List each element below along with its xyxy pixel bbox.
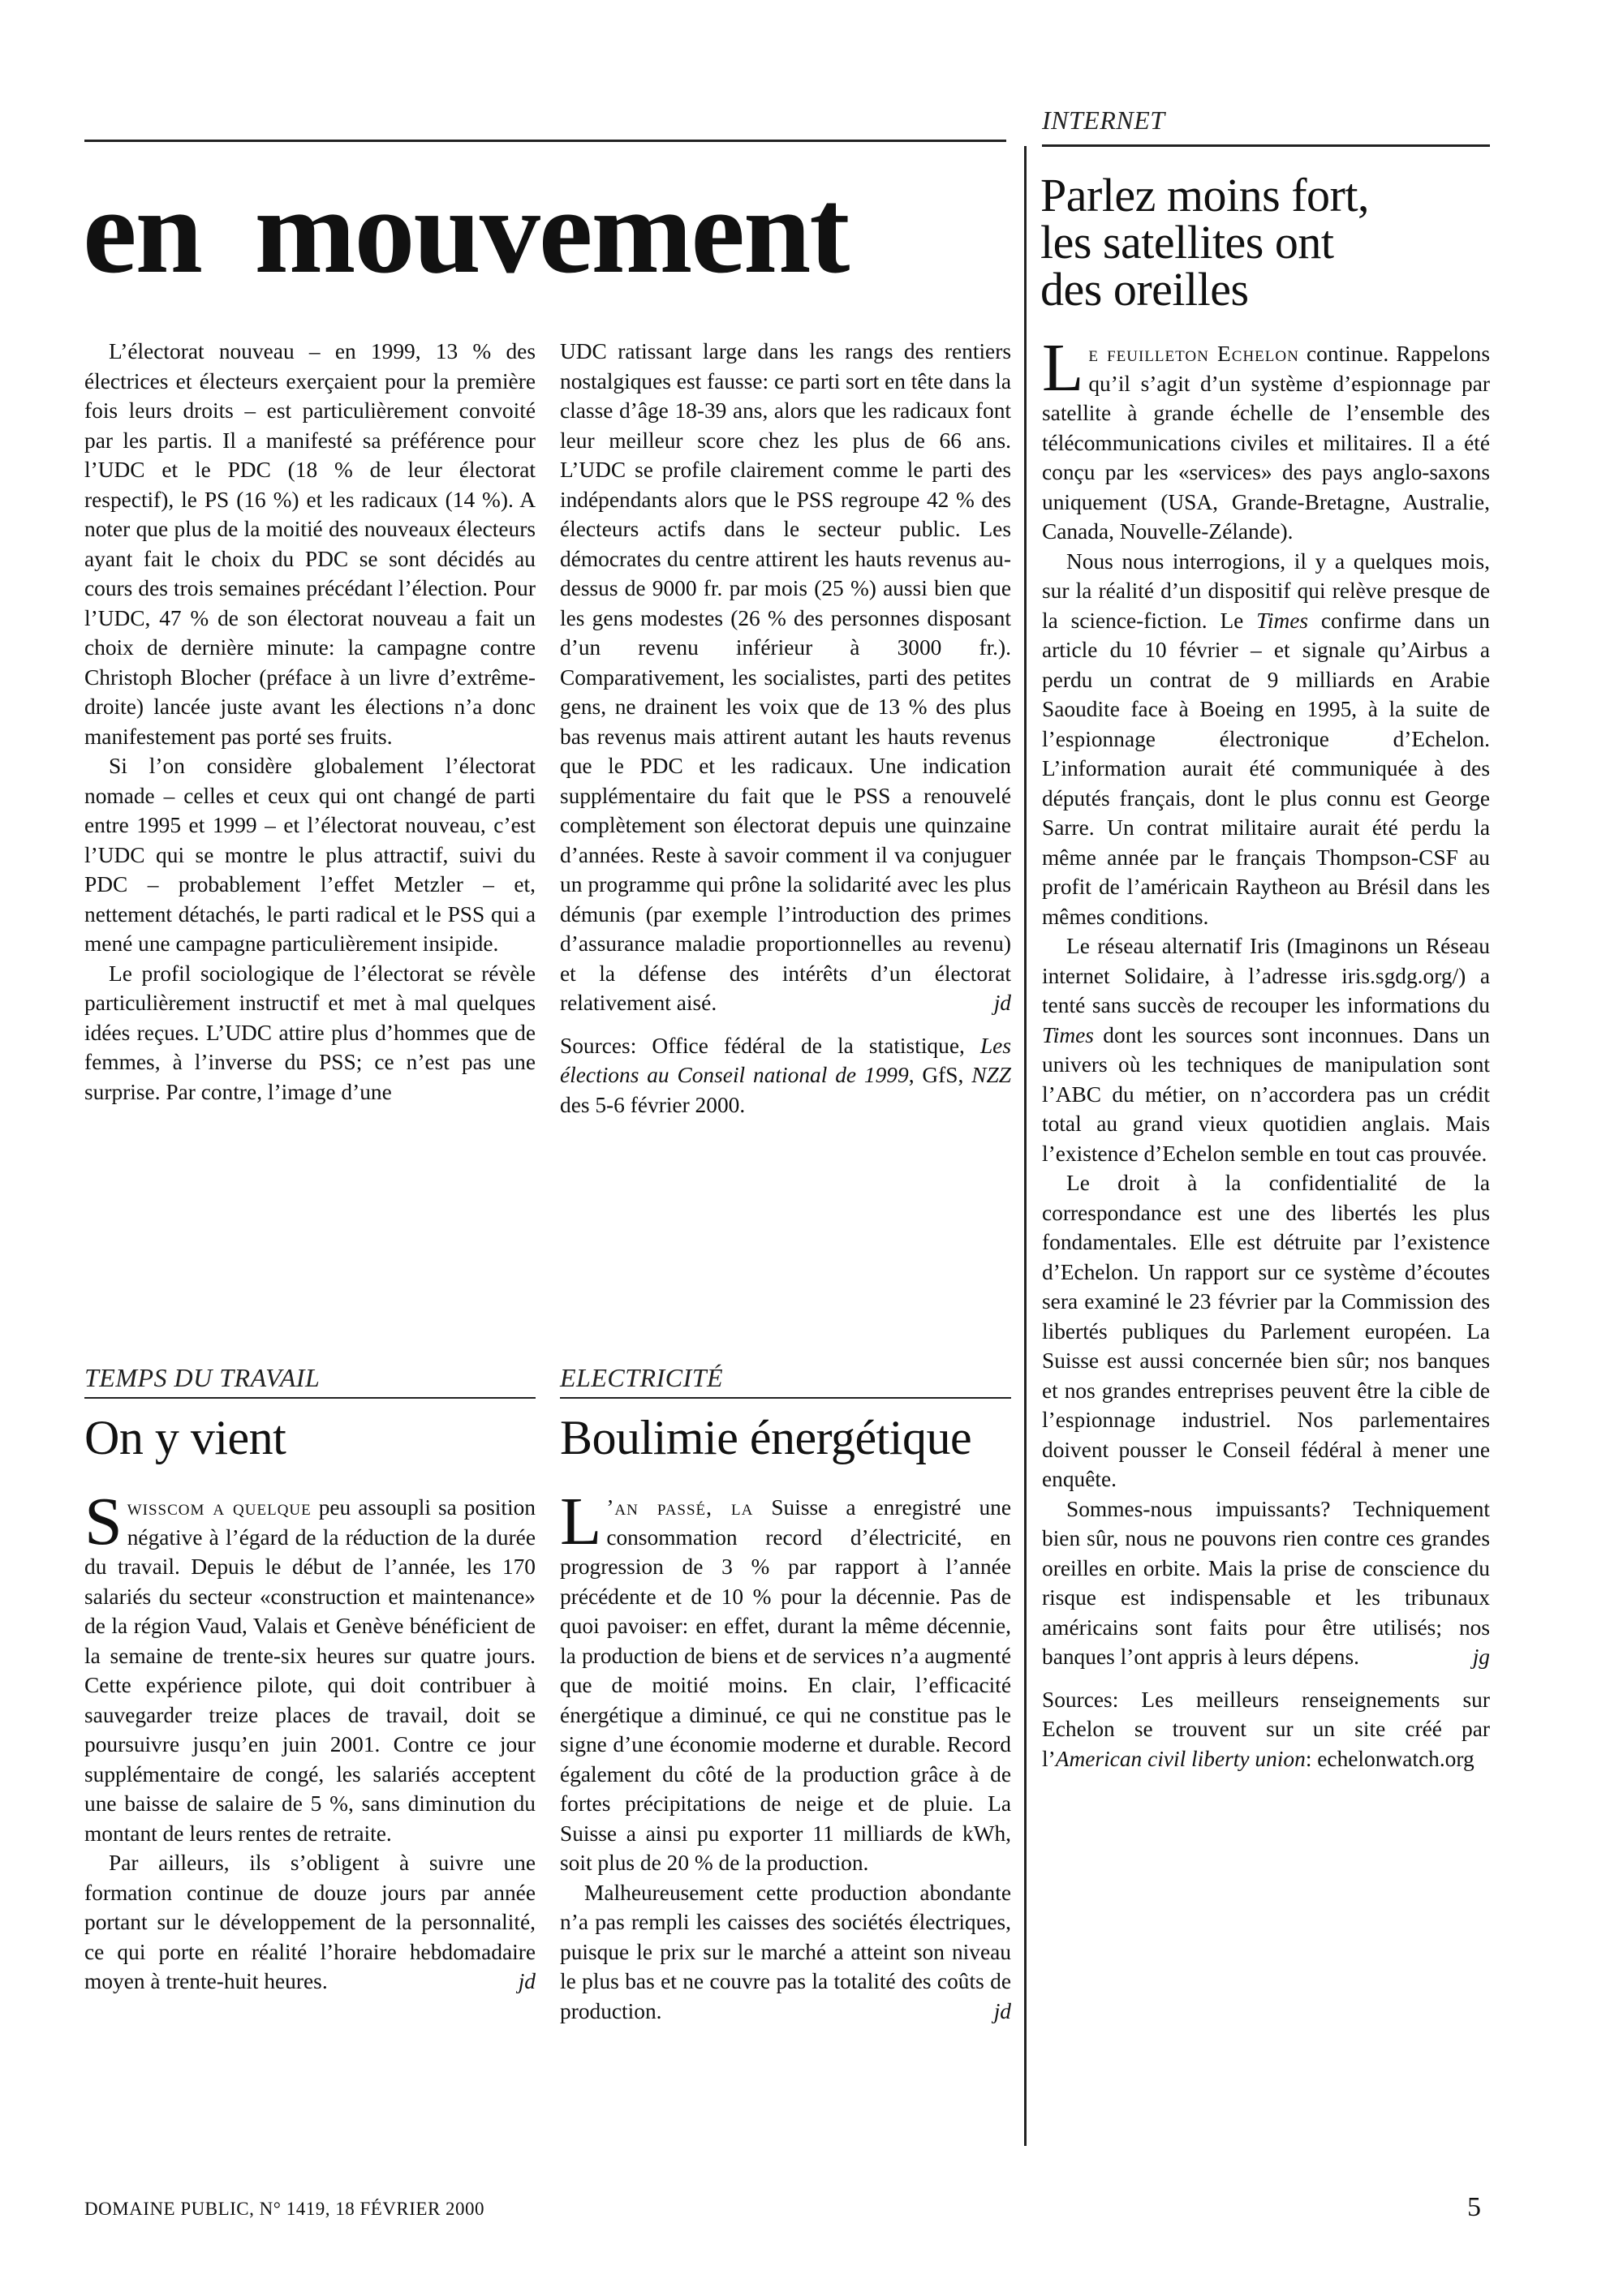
paragraph (1042, 547, 1490, 932)
top-rule (84, 140, 1006, 142)
sources-text: : echelonwatch.org (1305, 1746, 1474, 1771)
sources-text: des 5-6 février 2000. (560, 1092, 746, 1117)
paragraph (560, 1878, 1011, 2027)
title-line: Parlez moins fort, (1040, 169, 1369, 221)
lead-smallcaps: wisscom a quelque (127, 1495, 312, 1520)
paragraph: Le profil sociologique de l’électorat se révèle particulièrement instructif et met à mal quelques idées reçues. L’UDC attire plus d’hommes que de femmes, à l’inverse du PSS; ce n’est pas une surprise. Par contre, l’image d’une (84, 961, 536, 1104)
dropcap: L (1042, 330, 1084, 406)
paragraph-text: Suisse a enregistré une consommation record d’électricité, en progression de 3 % par rapport à l’année précédente et de 10 % pour la décennie. Pas de quoi pavoiser: en effet, durant la même décennie, la production de biens et de services n’a augmenté que de moitié moins. En clair, l’efficacité énergétique a diminué, ce qui ne constitue pas le signe d’une économie moderne et durable. Record également du côté de la production grâce à de fortes précipitations de neige et de pluie. La Suisse a ainsi pu exporter 11 milliards de kWh, soit plus de 20 % de la production. (560, 1495, 1011, 1875)
internet-article-body (1042, 330, 1491, 1774)
lead-smallcaps: ’an passé, la (606, 1495, 754, 1520)
paragraph (1042, 931, 1490, 1168)
sources-nzz: NZZ (971, 1063, 1011, 1087)
kicker-temps-du-travail: TEMPS DU TRAVAIL (84, 1363, 321, 1392)
sources-title: Les élections au Conseil national de 1999 (560, 1033, 1011, 1087)
kicker-rule (560, 1397, 1011, 1399)
travail-article-body (84, 1484, 536, 1997)
title-line: les satellites ont (1040, 216, 1334, 269)
sources-text: Sources: Les meilleurs renseignements sur Echelon se trouvent sur un site créé par l’ (1042, 1687, 1490, 1771)
paragraph: L’électorat nouveau – en 1999, 13 % des électrices et électeurs exerçaient pour la première fois leurs droits – est particulièrement convoité par les partis. Il a manifesté sa préférence pour l’UDC et le PDC (18 % de leur électorat respectif), le PS (16 %) et les radicaux (14 %). A noter que plus de la moitié des nouveaux électeurs ayant fait le choix du PDC se sont décidés au cours des trois semaines précédant l’élection. Pour l’UDC, 47 % de son électorat nouveau a fait un choix de dernière minute: la campagne contre Christoph Blocher (préface à un livre d’extrême-droite) lancée juste avant les élections n’a donc manifestement pas porté ses fruits. (84, 339, 536, 749)
paragraph-text: Malheureusement cette production abondante n’a pas rempli les caisses des sociétés électriques, puisque le prix sur le marché a atteint son niveau le plus bas et ne couvre pas la totalité des coûts de production. (560, 1880, 1011, 2023)
paragraph (1042, 330, 1491, 547)
paragraph-text: confirme dans un article du 10 février – et signale qu’Airbus a perdu un contrat de 9 milliards en Arabie Saoudite face à Boeing en 1995, à la suite de l’espionnage électronique d’Echelon. L’information aurait été communiquée à des députés français, dont le plus connu est George Sarre. Un contrat militaire aurait été perdu la même année par le français Thompson-CSF au profit de l’américain Raytheon au Brésil dans les mêmes conditions. (1042, 608, 1490, 929)
paragraph (84, 1484, 536, 1848)
lead-smallcaps: e feuilleton Echelon (1088, 342, 1299, 366)
electricite-title: Boulimie énergétique (560, 1411, 972, 1464)
paragraph-text: continue. Rappelons qu’il s’agit d’un système d’espionnage par satellite à grande échelle de l’ensemble des télécommunications civiles et militaires. Il a été conçu par les «services» des pays anglo-saxons uniquement (USA, Grande-Bretagne, Australie, Canada, Nouvelle-Zélande). (1042, 342, 1491, 544)
kicker-internet: INTERNET (1042, 105, 1165, 135)
top-article-col2 (560, 337, 1011, 1120)
paragraph-text: peu assoupli sa position négative à l’égard de la réduction de la durée du travail. Depuis le début de l’année, les 170 salariés du secteur «construction et maintenance» de la région Vaud, Valais et Genève bénéficient de la semaine de trente-six heures sur quatre jours. Cette expérience pilote, qui doit contribuer à sauvegarder treize places de travail, doit se poursuivre jusqu’en juin 2001. Contre ce jour supplémentaire de congé, les salariés acceptent une baisse de salaire de 5 %, sans diminution du montant de leurs rentes de retraite. (84, 1495, 536, 1846)
internet-title (1040, 169, 1369, 316)
paragraph-text: Nous nous interrogions, il y a quelques mois, sur la réalité d’un dispositif qui relève presque de la science-fiction. Le (1042, 548, 1490, 633)
travail-title: On y vient (84, 1411, 286, 1464)
paragraph-text: Sommes-nous impuissants? Techniquement bien sûr, nous ne pouvons rien contre ces grandes oreilles en orbite. Mais la prise de conscience du risque est indispensable et les tribunaux américains sont faits pour être utilisés; nos banques l’ont appris à leurs dépens. (1042, 1496, 1490, 1669)
paragraph (560, 337, 1011, 1018)
signature: jd (518, 1969, 536, 1993)
electricite-article-body (560, 1484, 1011, 2026)
page-number: 5 (1467, 2192, 1481, 2222)
kicker-rule (84, 1397, 536, 1399)
signature: jg (1472, 1645, 1490, 1669)
paragraph: Le droit à la confidentialité de la correspondance est une des libertés les plus fondamentales. Elle est détruite par l’existence d’Echelon. Un rapport sur ce système d’écoutes sera examiné le 23 février par la Commission des libertés publiques du Parlement européen. La Suisse est aussi concernée bien sûr; nos banques et nos grandes entreprises peuvent être la cible de l’espionnage industriel. Nos parlementaires doivent pousser le Conseil fédéral à mener une enquête. (1042, 1171, 1490, 1491)
column-divider (1024, 146, 1027, 2146)
paragraph (1042, 1494, 1490, 1672)
kicker-electricite: ELECTRICITÉ (560, 1363, 724, 1392)
paragraph (84, 1848, 536, 1997)
title-line: des oreilles (1040, 263, 1249, 316)
kicker-rule (1042, 144, 1490, 147)
signature: jd (993, 1998, 1011, 2023)
sources-text: Sources: Office fédéral de la statistique, (560, 1033, 965, 1058)
signature: jd (993, 991, 1011, 1015)
paragraph-text: dont les sources sont inconnues. Dans un univers où les techniques de manipulation sont l’ABC du métier, on n’accordera pas un crédit total au grand vieux quotidien anglais. Mais l’existence d’Echelon semble en tout cas prouvée. (1042, 1022, 1490, 1166)
sources-text: , GfS, (908, 1063, 972, 1087)
top-article-col1 (84, 337, 536, 1107)
sources-org: American civil liberty union (1055, 1746, 1306, 1771)
paragraph-text: UDC ratissant large dans les rangs des rentiers nostalgiques est fausse: ce parti sort en tête dans la classe d’âge 18-39 ans, alors que les radicaux font leur meilleur score chez les plus de 66 ans. L’UDC se profile clairement comme le parti des indépendants alors que le PSS regroupe 42 % des électeurs actifs dans le secteur public. Les démocrates du centre attirent les hauts revenus au-dessus de 9000 fr. par mois (25 %) aussi bien que les gens modestes (26 % des personnes disposant d’un revenu inférieur à 3000 fr.). Comparativement, les socialistes, parti des petites gens, ne drainent les voix que de 13 % des plus bas revenus mais attirent autant les hauts revenus que le PDC et les radicaux. Une indication supplémentaire du fait que le PSS a renouvelé complètement son électorat depuis une quinzaine d’années. Reste à savoir comment il va conjuguer un programme qui prône la solidarité avec les plus démunis (par exemple l’introduction des primes d’assurance maladie proportionnelles au revenu) et la défense des intérêts d’un électorat relativement aisé. (560, 339, 1012, 1015)
paragraph-text: Le réseau alternatif Iris (Imaginons un Réseau internet Solidaire, à l’adresse iris.sgdg.org/) a tenté sans succès de recouper les informations du (1042, 934, 1490, 1017)
publication-footer: DOMAINE PUBLIC, N° 1419, 18 FÉVRIER 2000 (84, 2199, 485, 2219)
paragraph: Si l’on considère globalement l’électorat nomade – celles et ceux qui ont changé de parti entre 1995 et 1999 – et l’électorat nouveau, c’est l’UDC qui se montre le plus attractif, suivi du PDC – probablement l’effet Metzler – et, nettement détachés, le parti radical et le PSS qui a mené une campagne particulièrement insipide. (84, 754, 536, 956)
sources (560, 1031, 1011, 1120)
times-mention: Times (1042, 1022, 1094, 1047)
paragraph (560, 1484, 1011, 1878)
times-mention: Times (1256, 608, 1309, 633)
dropcap: L (560, 1484, 602, 1559)
sources (1042, 1685, 1490, 1774)
paragraph-text: Par ailleurs, ils s’obligent à suivre une formation continue de douze jours par année portant sur le développement de la personnalité, ce qui porte en réalité l’horaire hebdomadaire moyen à trente-huit heures. (84, 1851, 536, 1993)
dropcap: S (84, 1484, 123, 1559)
headline: en mouvement (83, 164, 849, 299)
